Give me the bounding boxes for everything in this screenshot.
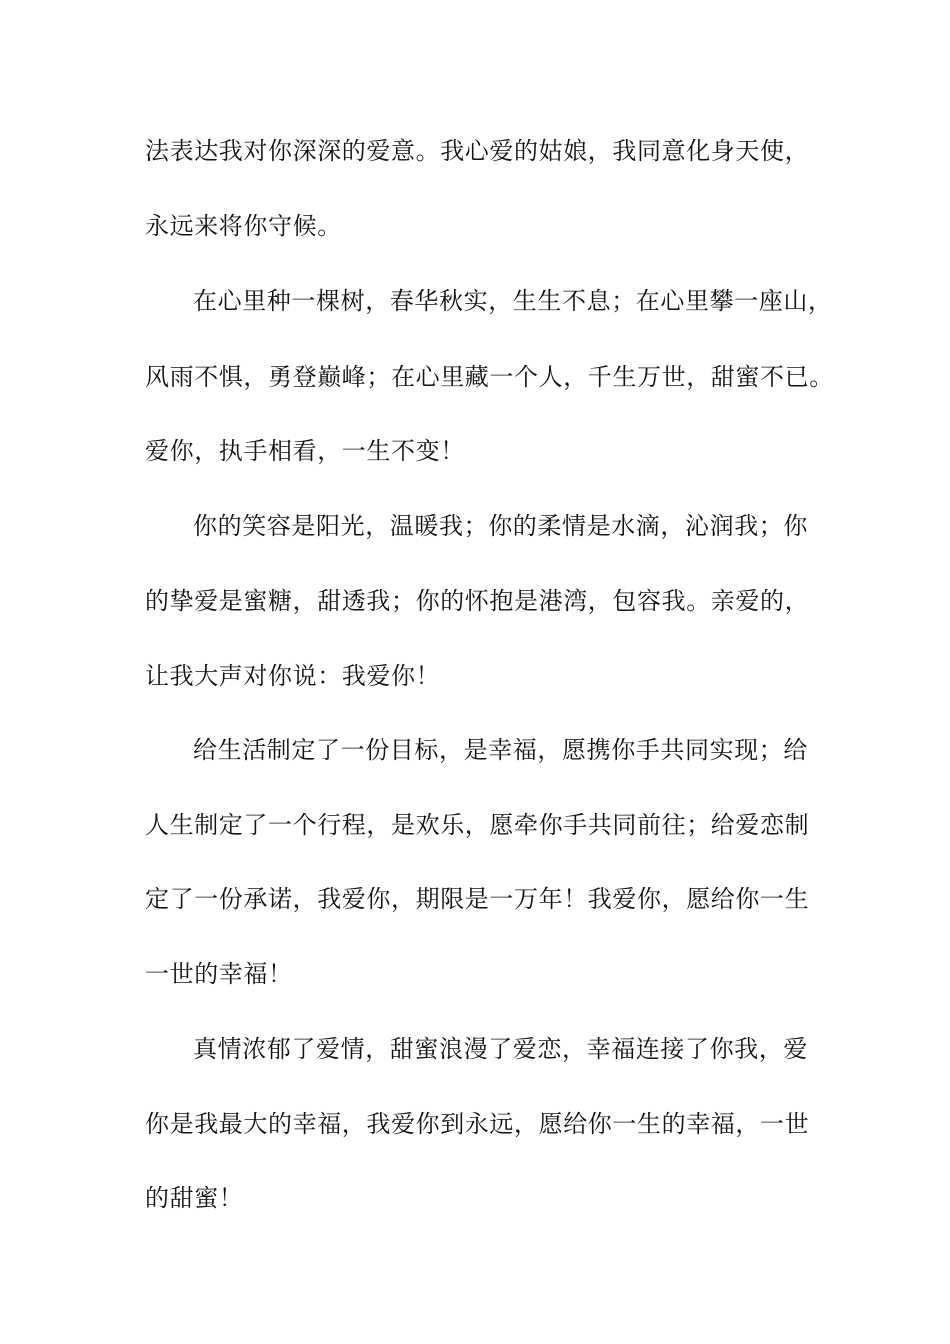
paragraph-3-line-1: 你的笑容是阳光，温暖我；你的柔情是水滴，沁润我；你 xyxy=(193,512,808,540)
paragraph-4-line-1: 给生活制定了一份目标，是幸福，愿携你手共同实现；给 xyxy=(193,736,808,764)
paragraph-3-line-3: 让我大声对你说：我爱你！ xyxy=(145,662,441,690)
paragraph-5-line-3: 的甜蜜！ xyxy=(145,1184,244,1212)
paragraph-2-line-1: 在心里种一棵树，春华秋实，生生不息；在心里攀一座山， xyxy=(193,287,833,315)
paragraph-5-line-1: 真情浓郁了爱情，甜蜜浪漫了爱恋，幸福连接了你我，爱 xyxy=(193,1035,808,1063)
paragraph-1-line-1: 法表达我对你深深的爱意。我心爱的姑娘，我同意化身天使， xyxy=(145,137,810,165)
paragraph-1-line-2: 永远来将你守候。 xyxy=(145,212,342,240)
paragraph-5-line-2: 你是我最大的幸福，我爱你到永远，愿给你一生的幸福，一世 xyxy=(145,1110,810,1138)
paragraph-4-line-2: 人生制定了一个行程，是欢乐，愿牵你手共同前往；给爱恋制 xyxy=(145,811,810,839)
paragraph-4-line-4: 一世的幸福！ xyxy=(145,960,293,988)
paragraph-2-line-3: 爱你，执手相看，一生不变！ xyxy=(145,437,465,465)
paragraph-3-line-2: 的挚爱是蜜糖，甜透我；你的怀抱是港湾，包容我。亲爱的， xyxy=(145,587,810,615)
paragraph-2-line-2: 风雨不惧，勇登巅峰；在心里藏一个人，千生万世，甜蜜不已。 xyxy=(145,363,834,391)
paragraph-4-line-3: 定了一份承诺，我爱你，期限是一万年！我爱你，愿给你一生 xyxy=(145,885,810,913)
